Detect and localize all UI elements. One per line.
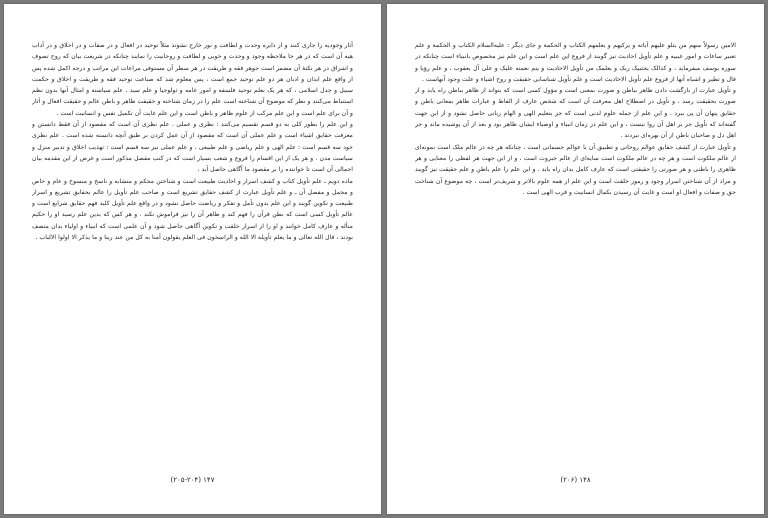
paragraph: آثار وجوديه را جاری کنند و از دايره وحدت و لطافت و نور خارج نشوند مثلاً توحيد در افعال و در صفات و در اخلاق و در آداب هيه آن است که در هر جا ملاحظه وجود و وحدت و خوبی و لطافت و روحانيت را نمايند چنانکه در شريعت بيان که روح تصوف و اشراق در هر نکتهٔ آن مضمر است جوهر فقه و طريقت در هر سطر آن مستوفی مراعات اين مراتب و درجه اکمل شده پس از واقع علم ابدان و ادبان هر دو علم توحيد جمع است ، پس معلوم شد که صناعت توحيد فقه و طريقت و اخلاق و حکمت سبيل و جدل اسلامی ، که هر يک بعلم توحيد فلسفه و امور عامه و ثولوجيا و علم سيد ، علم سياسته و امثال آنها بدون نظم استنباط می‌کنند و نظر که موضوع آن شناخته است علم را در زمان شناخته و حقيقت ظاهر و باطن عالم و حقيقت افعال و آثار و آن برای علم است و اين علم مرکب از علوم ظاهر و باطن است و اين علم غايت آن تکميل نفس و انسانيت است . [32, 42, 353, 117]
right-page [387, 4, 764, 514]
left-page [4, 4, 381, 514]
paragraph: و تأويل عبارت از بازگشت دادن ظاهر بباطن و صورت بمعنی است و مؤول کسی است که بتواند از ظاهر بباطن راه يابد و از صورت بحقيقت رسد ، و تأويل در اصطلاح اهل معرفت آن است که شخص عارف از الفاظ و عبارات ظاهر بمعانی باطن و حقايق پنهان آن پی ببرد . و اين علم از جمله علوم لدنی است که جز بتعليم الهی و الهام ربانی حاصل نشود و از اين جهت گفته‌اند که تأويل جز بر اهل آن روا نيست ، و اين علم در زمان انبياء و اوصياء ايشان ظاهر بود و بعد از آن پوشيده ماند و جز اهل دل و صاحبان باطن از آن بهره‌ای نبردند . [415, 87, 736, 140]
paragraph: ماده دويم ـ علم تأويل کتاب و کشف اسرار و احاديث طبيعت است و شناختن محکم و متشابه و ناسخ و منسوخ و عام و خاص و مجمل و مفصل آن ـ و علم تأويل عبارت از کشف حقايق تشريع است و صاحب علم تأويل را عالم بحقايق تشريع و اسرار طبيعت و تکوين گويند و اين علم بدون تأمل و تفکر و رياضت حاصل نشود و در واقع علم تأويل کليد فهم حقايق شرايع است و عالم تأويل کسی است که بطن قرآن را فهم کند و ظاهر آن را نيز فراموش نکند . و هر کس که بدين علم رسيد او را حکيم متأله و عارف کامل خوانند و او را از اسرار خلقت و تکوين آگاهی حاصل شود و آن علمی است که انبياء و اولياء بدان متصف بودند ، قال الله تعالی و ما يعلم تأويله الا الله و الراسخون فی العلم يقولون آمنا به کل من عند ربنا و ما يذکر الا اولوا الالباب . [32, 177, 353, 242]
page-number: ۱۴۸ (۲۰۶) [560, 476, 591, 484]
page-number: ۱۴۷ (۲۰۵-۲۰۴) [170, 476, 215, 484]
paragraph: و اين علم را بطور کلی به دو قسم تقسيم می‌کنند : نظری و عملی . علم نظری آن است که مقصود از آن فقط دانستن و معرفت حقايق اشياء است و علم عملی آن است که مقصود از آن عمل کردن بر طبق آنچه دانسته شده است . علم نظری خود سه قسم است : علم الهی و علم رياضی و علم طبيعی ، و علم عملی نيز سه قسم است : تهذيب اخلاق و تدبير منزل و سياست مدن . و هر يک از اين اقسام را فروع و شعب بسيار است که در کتب مفصل مذکور است و غرض از اين مقدمه بيان اجمالی آن است تا خواننده را بر مقصود ما آگاهی حاصل آيد . [32, 121, 353, 174]
right-page-text [415, 40, 736, 466]
left-page-text [32, 40, 353, 466]
paragraph: و تأويل عبارت از کشف حقايق عوالم روحانی و تطبيق آن با عوالم جسمانی است ، چنانکه هر چه در عالم ملک است نمونه‌ای از عالم ملکوت است و هر چه در عالم ملکوت است سايه‌ای از عالم جبروت است ، و از اين جهت هر لفظی را معنايی و هر ظاهری را باطنی و هر صورتی را حقيقتی است که عارف کامل بدان راه يابد . و اين علم را علم باطن و علم حقيقت نيز گويند و مراد از آن شناختن اسرار وجود و رموز خلقت است و اين علم از همه علوم بالاتر و شريف‌تر است ، چه موضوع آن شناخت حق و صفات و افعال او است و غايت آن رسيدن بکمال انسانيت و قرب الهی است . [415, 143, 736, 196]
paragraph: الامين رسولاً منهم من يتلو عليهم آياته و يزکيهم و يعلمهم الکتاب و الحکمة و جای ديگر : عليه‌السلام الکتاب و الحکمة و علم تعبير ساعات و امور غيبيه و علم تأويل احاديث نيز گويند از فروع اين علم است و اين علم نيز مخصوص بانبياء است چنانکه در سوره يوسف ميفرمايد ، و کذالک يجتبيک ربک و يعلمک من تأويل الاحاديث و يتم نعمته عليک و علی آل يعقوب ، و علم رؤيا و فال و تطير و اشباه آنها از فروع علم تأويل الاحاديث است و علم تأويل شناسايی حقيقت و روح اشياء و علت وجود آنهاست . [415, 42, 736, 83]
